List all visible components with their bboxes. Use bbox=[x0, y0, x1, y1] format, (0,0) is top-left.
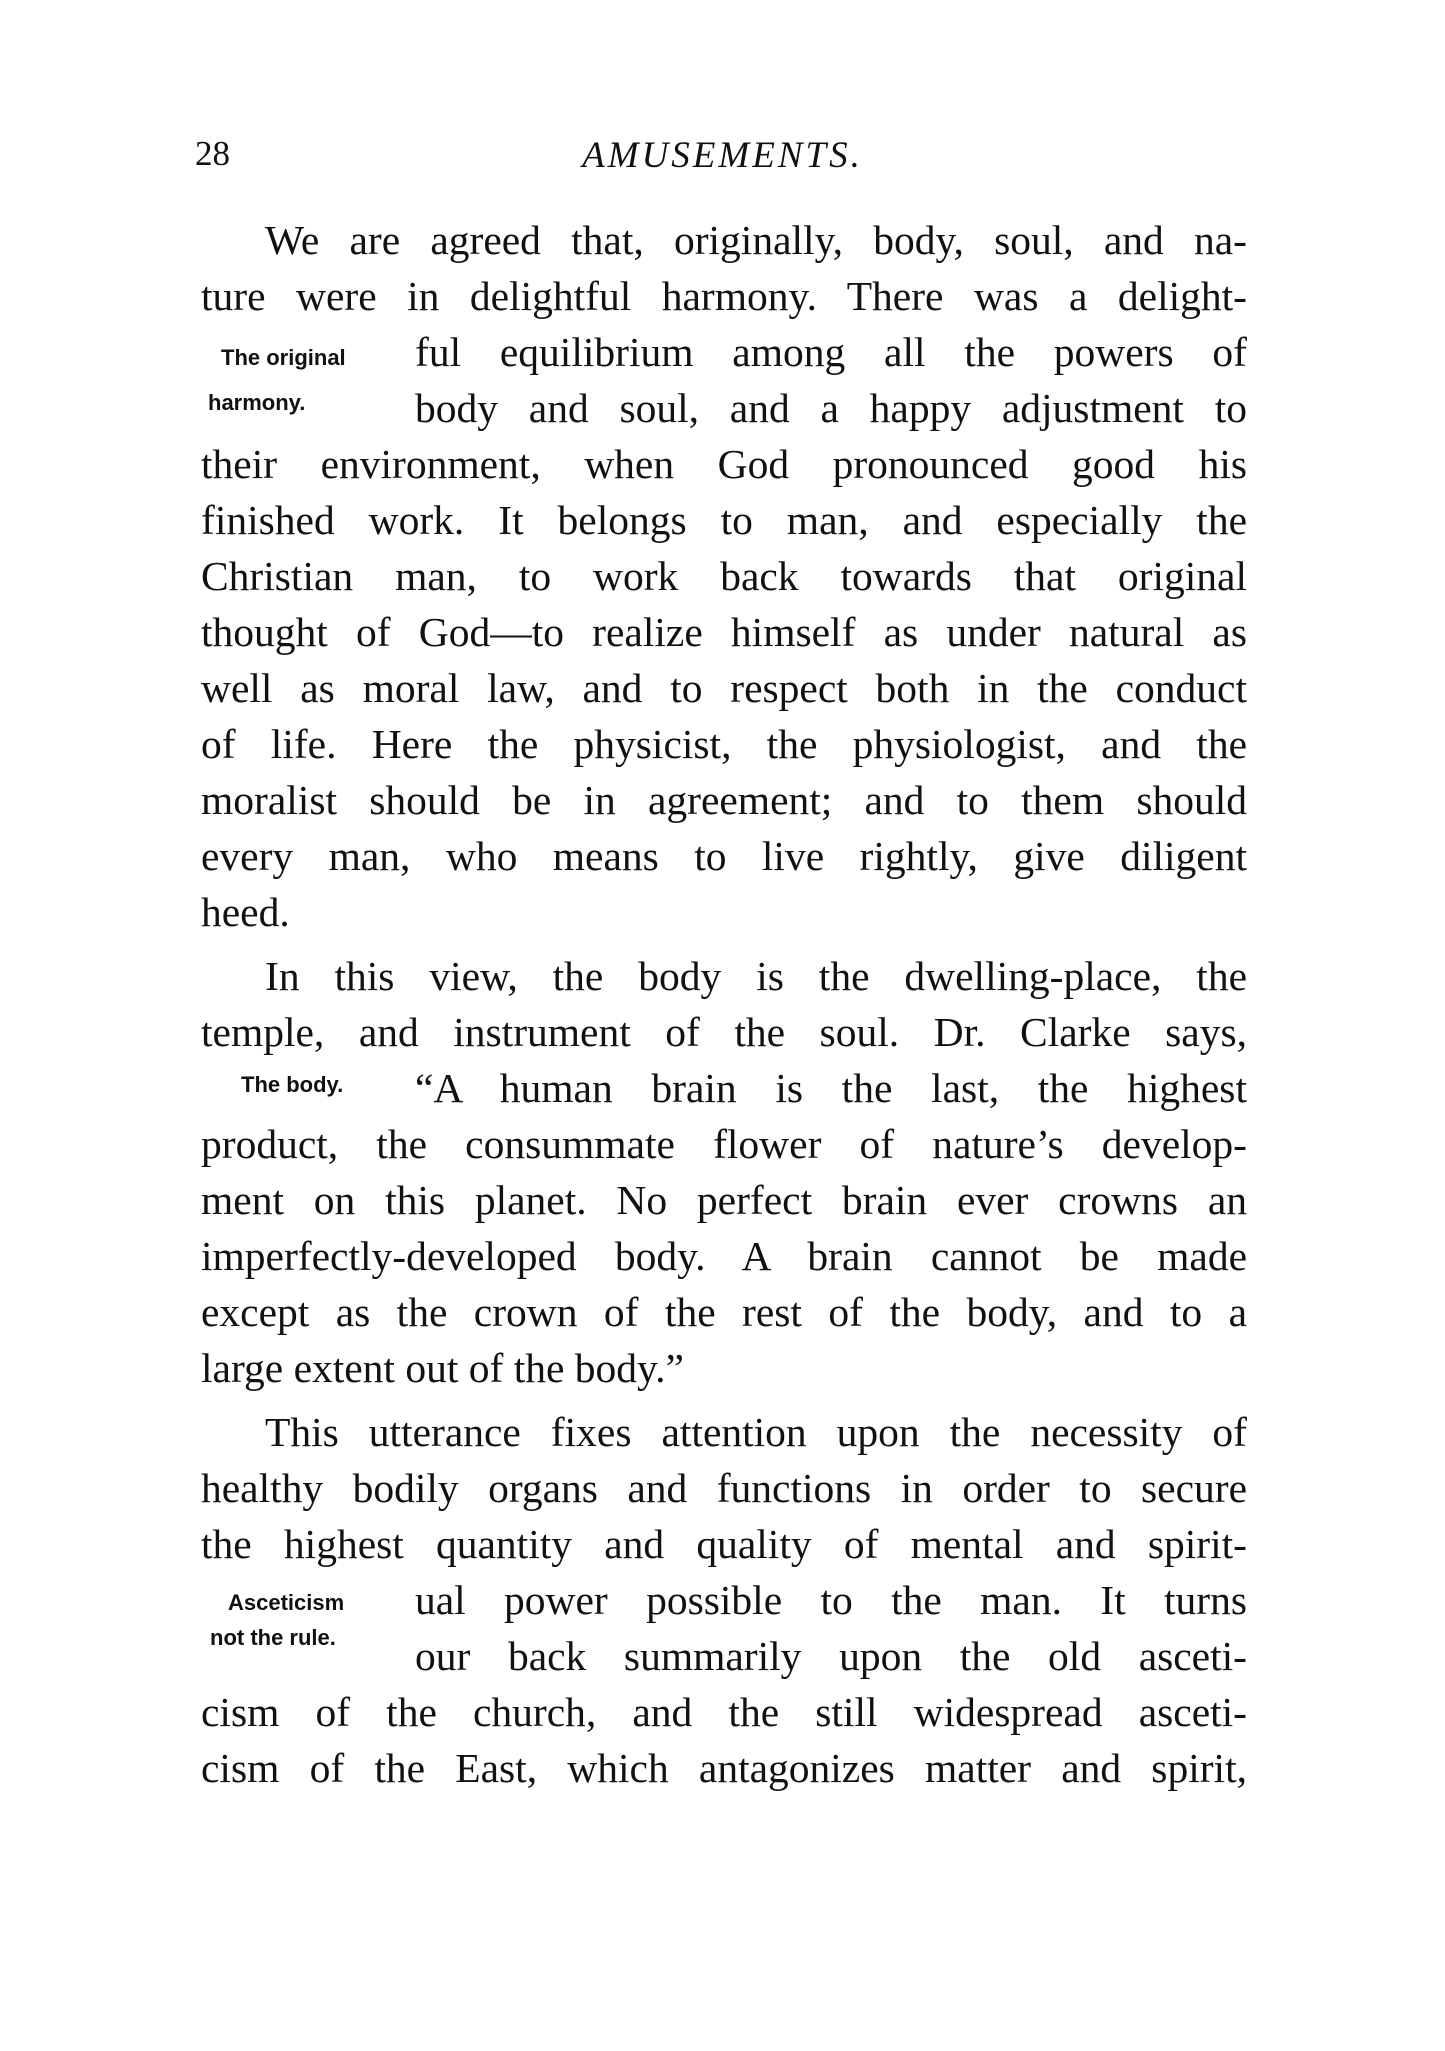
sidenote-the-body: The body. bbox=[241, 1072, 344, 1097]
text-line: of life. Here the physicist, the physiologist, and the bbox=[201, 721, 1247, 767]
text-line: the highest quantity and quality of mental and spirit- bbox=[201, 1521, 1247, 1567]
text-line: well as moral law, and to respect both in the conduct bbox=[201, 665, 1247, 711]
sidenote-original-harmony-subtitle: harmony. bbox=[208, 390, 306, 415]
page-number: 28 bbox=[195, 134, 230, 173]
text-line: body and soul, and a happy adjustment to bbox=[415, 385, 1247, 431]
sidenote-asceticism-subtitle: not the rule. bbox=[210, 1625, 336, 1650]
text-line: ment on this planet. No perfect brain ever crowns an bbox=[201, 1177, 1247, 1223]
text-line: healthy bodily organs and functions in order to secure bbox=[201, 1465, 1247, 1511]
text-line: “A human brain is the last, the highest bbox=[415, 1065, 1247, 1111]
text-line: heed. bbox=[201, 889, 290, 935]
text-line: We are agreed that, originally, body, soul, and na- bbox=[265, 217, 1247, 263]
text-line: finished work. It belongs to man, and especially the bbox=[201, 497, 1247, 543]
text-line: In this view, the body is the dwelling-place, the bbox=[265, 953, 1247, 999]
text-line: product, the consummate flower of nature’s develop- bbox=[201, 1121, 1247, 1167]
text-line: moralist should be in agreement; and to them should bbox=[201, 777, 1247, 823]
text-line: large extent out of the body.” bbox=[201, 1345, 684, 1391]
text-line: ture were in delightful harmony. There was a delight- bbox=[201, 273, 1247, 319]
sidenote-original-harmony-title: The original bbox=[221, 345, 346, 370]
text-line: ual power possible to the man. It turns bbox=[415, 1577, 1247, 1623]
text-line: imperfectly-developed body. A brain cannot be made bbox=[201, 1233, 1247, 1279]
text-line: except as the crown of the rest of the body, and to a bbox=[201, 1289, 1247, 1335]
text-line: This utterance fixes attention upon the necessity of bbox=[265, 1409, 1247, 1455]
text-line: temple, and instrument of the soul. Dr. Clarke says, bbox=[201, 1009, 1247, 1055]
text-line: thought of God—to realize himself as under natural as bbox=[201, 609, 1247, 655]
running-title: AMUSEMENTS. bbox=[582, 135, 863, 176]
text-line: Christian man, to work back towards that original bbox=[201, 553, 1247, 599]
text-line: ful equilibrium among all the powers of bbox=[415, 329, 1247, 375]
text-line: our back summarily upon the old asceti- bbox=[415, 1633, 1247, 1679]
text-line: cism of the church, and the still widespread asceti- bbox=[201, 1689, 1247, 1735]
text-line: every man, who means to live rightly, give diligent bbox=[201, 833, 1247, 879]
sidenote-asceticism-title: Asceticism bbox=[228, 1590, 345, 1615]
text-line: their environment, when God pronounced good his bbox=[201, 441, 1247, 487]
text-line: cism of the East, which antagonizes matter and spirit, bbox=[201, 1745, 1247, 1791]
